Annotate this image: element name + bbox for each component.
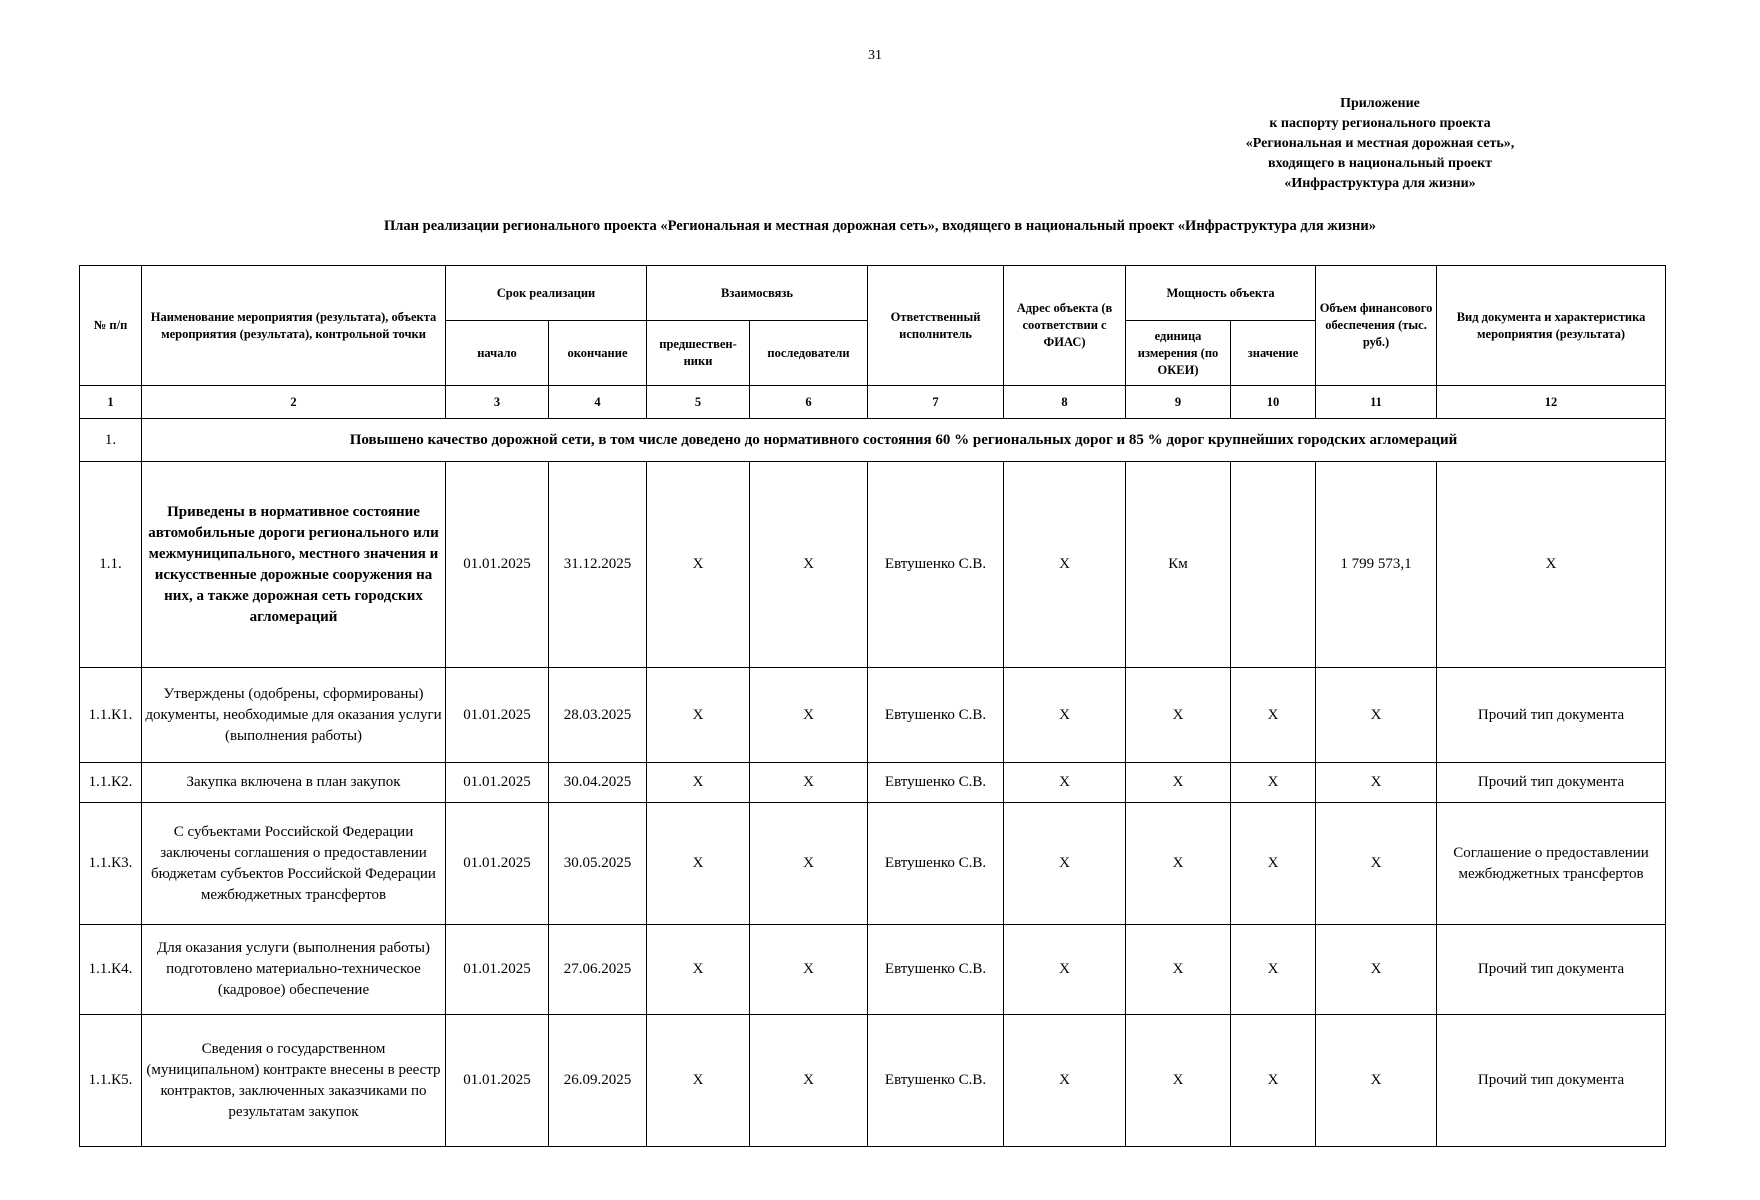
- row-name: Сведения о государственном (муниципальном) контракте внесены в реестр контрактов, заключенных заказчиками по результатам закупок: [142, 1015, 446, 1147]
- table-row: [80, 803, 1666, 925]
- row-unit: X: [1126, 1015, 1231, 1147]
- header-address: Адрес объекта (в соответствии с ФИАС): [1004, 266, 1126, 386]
- column-number: 9: [1126, 386, 1231, 419]
- table-row: [80, 925, 1666, 1015]
- row-start: 01.01.2025: [446, 668, 549, 763]
- section-num: 1.: [80, 419, 142, 462]
- row-successors: X: [750, 462, 868, 668]
- row-value: X: [1231, 803, 1316, 925]
- row-end: 30.05.2025: [549, 803, 647, 925]
- row-doc: Прочий тип документа: [1437, 668, 1666, 763]
- row-funding: 1 799 573,1: [1316, 462, 1437, 668]
- header-capacity: Мощность объекта: [1126, 266, 1316, 321]
- row-address: X: [1004, 803, 1126, 925]
- row-successors: X: [750, 668, 868, 763]
- plan-table: [79, 265, 1666, 1147]
- column-number: 5: [647, 386, 750, 419]
- column-number: 11: [1316, 386, 1437, 419]
- header-end: окончание: [549, 321, 647, 386]
- row-predecessors: X: [647, 925, 750, 1015]
- table-row: [80, 1015, 1666, 1147]
- row-address: X: [1004, 462, 1126, 668]
- appendix-header: [1180, 94, 1580, 194]
- row-unit: X: [1126, 763, 1231, 803]
- row-name: Для оказания услуги (выполнения работы) подготовлено материально-техническое (кадровое) обеспечение: [142, 925, 446, 1015]
- table-row: [80, 462, 1666, 668]
- row-predecessors: X: [647, 763, 750, 803]
- column-number: 2: [142, 386, 446, 419]
- row-start: 01.01.2025: [446, 925, 549, 1015]
- header-row: [80, 266, 1666, 321]
- row-funding: X: [1316, 925, 1437, 1015]
- row-funding: X: [1316, 1015, 1437, 1147]
- row-doc: Прочий тип документа: [1437, 763, 1666, 803]
- row-value: X: [1231, 925, 1316, 1015]
- row-doc: Прочий тип документа: [1437, 925, 1666, 1015]
- row-address: X: [1004, 763, 1126, 803]
- row-name: Закупка включена в план закупок: [142, 763, 446, 803]
- row-successors: X: [750, 763, 868, 803]
- row-start: 01.01.2025: [446, 462, 549, 668]
- row-end: 31.12.2025: [549, 462, 647, 668]
- column-number: 4: [549, 386, 647, 419]
- header-unit: единица измерения (по ОКЕИ): [1126, 321, 1231, 386]
- row-doc: X: [1437, 462, 1666, 668]
- header-responsible: Ответственный исполнитель: [868, 266, 1004, 386]
- row-unit: X: [1126, 803, 1231, 925]
- row-start: 01.01.2025: [446, 763, 549, 803]
- section-row: [80, 419, 1666, 462]
- row-address: X: [1004, 668, 1126, 763]
- header-value: значение: [1231, 321, 1316, 386]
- header-predecessors: предшествен-ники: [647, 321, 750, 386]
- row-value: X: [1231, 668, 1316, 763]
- appendix-line: входящего в национальный проект: [1267, 156, 1493, 171]
- row-start: 01.01.2025: [446, 1015, 549, 1147]
- row-end: 30.04.2025: [549, 763, 647, 803]
- row-predecessors: X: [647, 803, 750, 925]
- row-num: 1.1.К4.: [80, 925, 142, 1015]
- appendix-line: «Региональная и местная дорожная сеть»,: [1245, 136, 1515, 151]
- header-name: Наименование мероприятия (результата), объекта мероприятия (результата), контрольной точки: [142, 266, 446, 386]
- row-value: X: [1231, 1015, 1316, 1147]
- row-num: 1.1.К1.: [80, 668, 142, 763]
- plan-title: План реализации регионального проекта «Региональная и местная дорожная сеть», входящего в национальный проект «Инфраструктура для жизни»: [384, 218, 1376, 234]
- row-predecessors: X: [647, 462, 750, 668]
- column-number: 1: [80, 386, 142, 419]
- row-num: 1.1.К2.: [80, 763, 142, 803]
- row-doc: Соглашение о предоставлении межбюджетных трансфертов: [1437, 803, 1666, 925]
- row-responsible: Евтушенко С.В.: [868, 803, 1004, 925]
- appendix-line: к паспорту регионального проекта: [1269, 116, 1491, 131]
- row-name: С субъектами Российской Федерации заключены соглашения о предоставлении бюджетам субъектов Российской Федерации межбюджетных трансфертов: [142, 803, 446, 925]
- row-predecessors: X: [647, 1015, 750, 1147]
- row-unit: X: [1126, 668, 1231, 763]
- row-start: 01.01.2025: [446, 803, 549, 925]
- row-funding: X: [1316, 763, 1437, 803]
- column-number: 7: [868, 386, 1004, 419]
- header-num: № п/п: [80, 266, 142, 386]
- row-end: 28.03.2025: [549, 668, 647, 763]
- row-successors: X: [750, 803, 868, 925]
- row-unit: Км: [1126, 462, 1231, 668]
- row-successors: X: [750, 1015, 868, 1147]
- row-responsible: Евтушенко С.В.: [868, 763, 1004, 803]
- row-value: [1231, 462, 1316, 668]
- column-number: 10: [1231, 386, 1316, 419]
- header-relation: Взаимосвязь: [647, 266, 868, 321]
- row-address: X: [1004, 925, 1126, 1015]
- row-responsible: Евтушенко С.В.: [868, 462, 1004, 668]
- row-responsible: Евтушенко С.В.: [868, 668, 1004, 763]
- row-funding: X: [1316, 803, 1437, 925]
- row-responsible: Евтушенко С.В.: [868, 925, 1004, 1015]
- row-predecessors: X: [647, 668, 750, 763]
- column-number: 6: [750, 386, 868, 419]
- header-period: Срок реализации: [446, 266, 647, 321]
- column-number: 12: [1437, 386, 1666, 419]
- header-successors: последователи: [750, 321, 868, 386]
- header-doc-type: Вид документа и характеристика мероприятия (результата): [1437, 266, 1666, 386]
- row-name: Утверждены (одобрены, сформированы) документы, необходимые для оказания услуги (выполнения работы): [142, 668, 446, 763]
- column-number: 3: [446, 386, 549, 419]
- row-num: 1.1.: [80, 462, 142, 668]
- row-name: Приведены в нормативное состояние автомобильные дороги регионального или межмуниципального, местного значения и искусственные дорожные сооружения на них, а также дорожная сеть городских агломераций: [142, 462, 446, 668]
- section-title: Повышено качество дорожной сети, в том числе доведено до нормативного состояния 60 % региональных дорог и 85 % дорог крупнейших городских агломераций: [142, 419, 1666, 462]
- row-num: 1.1.К3.: [80, 803, 142, 925]
- appendix-line: Приложение: [1340, 96, 1420, 111]
- page-number: 31: [868, 48, 882, 63]
- row-successors: X: [750, 925, 868, 1015]
- row-unit: X: [1126, 925, 1231, 1015]
- row-responsible: Евтушенко С.В.: [868, 1015, 1004, 1147]
- table-row: [80, 763, 1666, 803]
- column-numbers-row: [80, 386, 1666, 419]
- appendix-line: «Инфраструктура для жизни»: [1284, 176, 1476, 191]
- header-funding: Объем финансового обеспечения (тыс. руб.): [1316, 266, 1437, 386]
- row-end: 27.06.2025: [549, 925, 647, 1015]
- header-start: начало: [446, 321, 549, 386]
- row-address: X: [1004, 1015, 1126, 1147]
- row-funding: X: [1316, 668, 1437, 763]
- column-number: 8: [1004, 386, 1126, 419]
- row-doc: Прочий тип документа: [1437, 1015, 1666, 1147]
- row-value: X: [1231, 763, 1316, 803]
- row-num: 1.1.К5.: [80, 1015, 142, 1147]
- row-end: 26.09.2025: [549, 1015, 647, 1147]
- table-row: [80, 668, 1666, 763]
